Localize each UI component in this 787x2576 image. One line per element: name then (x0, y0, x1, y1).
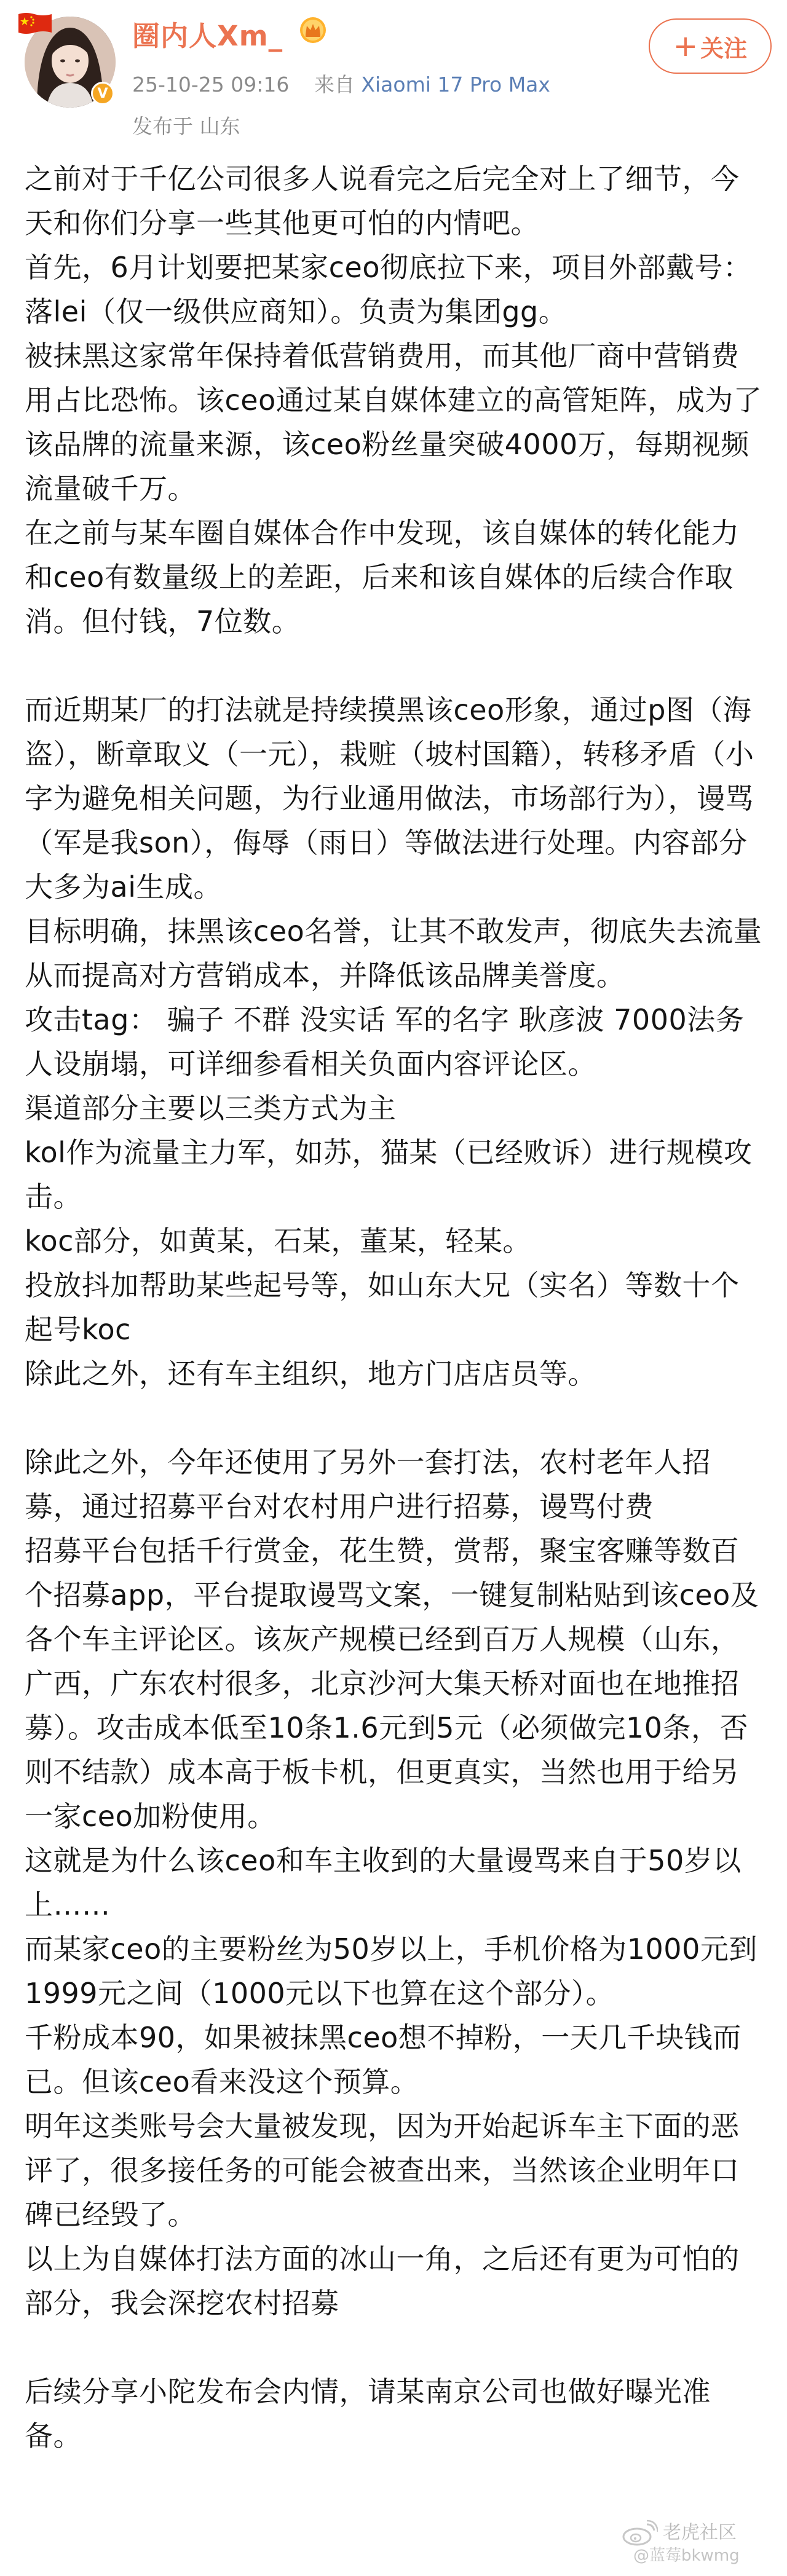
post-paragraph: 而某家ceo的主要粉丝为50岁以上，手机价格为1000元到1999元之间（1000元以下也算在这个部分）。 (25, 1932, 757, 2010)
post-paragraph: 目标明确，抹黑该ceo名誉，让其不敢发声，彻底失去流量从而提高对方营销成本，并降低该品牌美誉度。 (25, 915, 762, 992)
crown-badge-icon[interactable] (299, 16, 327, 44)
post-meta (132, 69, 550, 98)
plus-icon: + (673, 29, 698, 63)
post-paragraph: 除此之外，还有车主组织，地方门店店员等。 (25, 1357, 596, 1390)
post-timestamp: 25-10-25 09:16 (132, 73, 290, 97)
post-paragraph: 后续分享小陀发布会内情，请某南京公司也做好曝光准备。 (25, 2375, 711, 2452)
follow-label: 关注 (700, 34, 748, 62)
post-location: 发布于 山东 (132, 114, 240, 138)
device-link[interactable]: Xiaomi 17 Pro Max (361, 73, 550, 97)
post-paragraph: 千粉成本90，如果被抹黑ceo想不掉粉，一天几千块钱而已。但该ceo看来没这个预算。 (25, 2021, 742, 2098)
post-body (25, 157, 765, 2458)
post-paragraph: 而近期某厂的打法就是持续摸黑该ceo形象，通过p图（海盗），断章取义（一元），栽赃（坡村国籍），转移矛盾（小字为避免相关问题，为行业通用做法，市场部行为），谩骂（军是我son），侮辱（雨日）等做法进行处理。内容部分大多为ai生成。 (25, 693, 754, 904)
avatar-container[interactable] (25, 17, 116, 108)
follow-button[interactable] (649, 18, 772, 74)
post-paragraph: 首先，6月计划要把某家ceo彻底拉下来，项目外部戴号：落lei（仅一级供应商知）。负责为集团gg。 (25, 251, 752, 328)
post-paragraph: koc部分，如黄某，石某，董某，轻某。 (25, 1224, 531, 1258)
post-paragraph: 之前对于千亿公司很多人说看完之后完全对上了细节，今天和你们分享一些其他更可怕的内情吧。 (25, 162, 740, 240)
source-prefix: 来自 (314, 73, 355, 97)
post-header (0, 0, 787, 154)
paragraph-gap (25, 2325, 765, 2369)
post-paragraph: 除此之外，今年还使用了另外一套打法，农村老年人招募，通过招募平台对农村用户进行招募，谩骂付费 (25, 1446, 711, 1523)
post-paragraph: 招募平台包括千行赏金，花生赞，赏帮，聚宝客赚等数百个招募app，平台提取谩骂文案，一键复制粘贴到该ceo及各个车主评论区。该灰产规模已经到百万人规模（山东，广西，广东农村很多，北京沙河大集天桥对面也在地推招募）。攻击成本低至10条1.6元到5元（必须做完10条，否则不结款）成本高于板卡机，但更真实，当然也用于给另一家ceo加粉使用。 (25, 1534, 759, 1833)
china-flag-icon (16, 10, 54, 36)
paragraph-gap (25, 644, 765, 688)
post-paragraph: 攻击tag： 骗子 不群 没实话 军的名字 耿彦波 7000法务 人设崩塌，可详细参看相关负面内容评论区。 (25, 1003, 745, 1081)
post-paragraph: kol作为流量主力军，如苏，猫某（已经败诉）进行规模攻击。 (25, 1136, 753, 1213)
post-paragraph: 以上为自媒体打法方面的冰山一角，之后还有更为可怕的部分，我会深挖农村招募 (25, 2242, 740, 2320)
post-paragraph: 被抹黑这家常年保持着低营销费用，而其他厂商中营销费用占比恐怖。该ceo通过某自媒体建立的高管矩阵，成为了该品牌的流量来源，该ceo粉丝量突破4000万，每期视频流量破千万。 (25, 339, 762, 505)
post-paragraph: 渠道部分主要以三类方式为主 (25, 1092, 397, 1125)
post-paragraph: 投放抖加帮助某些起号等，如山东大兄（实名）等数十个起号koc (25, 1269, 740, 1346)
post-paragraph: 明年这类账号会大量被发现，因为开始起诉车主下面的恶评了，很多接任务的可能会被查出来，当然该企业明年口碑已经毁了。 (25, 2109, 740, 2231)
orange-v-badge-icon: V (91, 82, 114, 105)
paragraph-gap (25, 1396, 765, 1440)
user-name[interactable]: 圈内人Xm_ (132, 20, 283, 52)
watermark (621, 2516, 762, 2565)
post-paragraph: 这就是为什么该ceo和车主收到的大量谩骂来自于50岁以上…… (25, 1844, 742, 1921)
watermark-id: @蓝莓bkwmg (633, 2546, 740, 2565)
watermark-name: 老虎社区 (663, 2522, 737, 2543)
post-paragraph: 在之前与某车圈自媒体合作中发现，该自媒体的转化能力和ceo有数量级上的差距，后来和该自媒体的后续合作取消。但付钱，7位数。 (25, 516, 740, 638)
